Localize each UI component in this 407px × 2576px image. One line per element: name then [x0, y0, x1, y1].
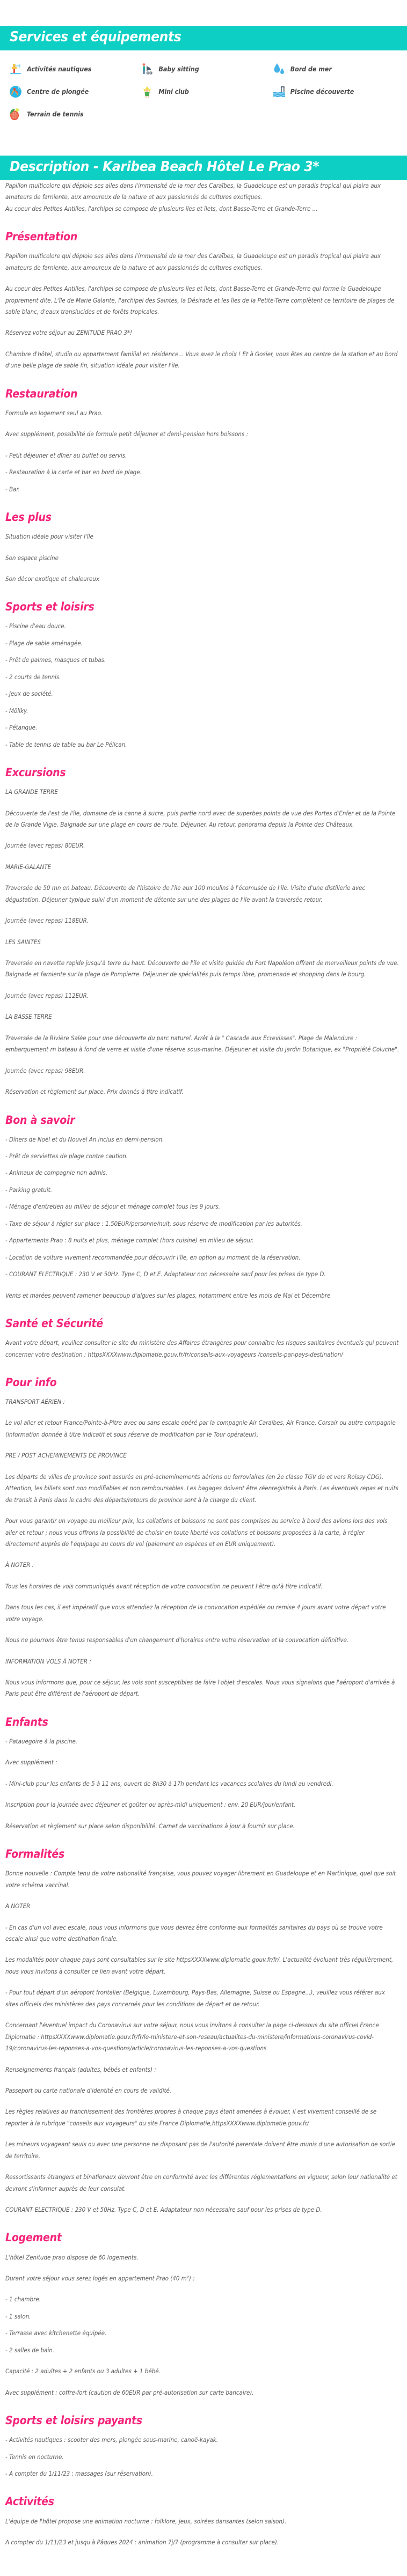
section-bullet: - Prêt de serviettes de plage contre caution.: [5, 1152, 128, 1160]
section-heading: Bon à savoir: [5, 1113, 75, 1127]
section-bullet: - Plage de sable aménagée.: [5, 639, 83, 647]
section-bullet: - 1 chambre.: [5, 2295, 41, 2303]
baby-sitting-icon: [140, 62, 154, 76]
section-bullet: - Ménage d'entretien au milieu de séjour et ménage complet tous les 9 jours.: [5, 1203, 221, 1211]
section-paragraph: Avec supplément, possibilité de formule petit déjeuner et demi-pension hors boissons :: [5, 430, 249, 438]
section-bullet: - Dîners de Noël et du Nouvel An inclus en demi-pension.: [5, 1135, 164, 1143]
service-item-mini-club: [138, 82, 270, 104]
section-paragraph: Son espace piscine: [5, 554, 59, 562]
section-bullet: - Activités nautiques : scooter des mers, plongée sous-marine, canoë-kayak.: [5, 2436, 219, 2444]
section-bullet: - Location de voiture vivement recommandée pour découvrir l'île, en option au moment de la réservation.: [5, 1253, 301, 1261]
section-paragraph: PRE / POST ACHEMINEMENTS DE PROVINCE: [5, 1452, 127, 1460]
section-bullet: - Jeux de société.: [5, 690, 53, 698]
service-label: Activités nautiques: [27, 65, 92, 73]
sections-container: [0, 231, 407, 2548]
section-paragraph: Journée (avec repas) 98EUR.: [5, 1066, 85, 1074]
section-paragraph: Traversée de 50 mn en bateau. Découverte de l'histoire de l'île aux 100 moulins à l'écomusée de l'île. Visite d'une distillerie avec dégustation. Déjeuner typique suivi d'un moment de détente sur une des plages de l'île avant la traversée retour.: [5, 884, 366, 903]
section-paragraph: Découverte de l'est de l'île, domaine de la canne à sucre, puis partie nord avec de superbes points de vue des Portes d'Enfer et de la Pointe de la Grande Vigie. Baignade sur une plage en cours de route. Déjeuner. Au retour, panorama depuis la Pointe des Châteaux.: [5, 809, 396, 828]
service-item-outdoor-pool: [270, 82, 402, 104]
section-paragraph: Pour vous garantir un voyage au meilleur prix, les collations et boissons ne sont pas comprises au service à bord des avions lors des vols aller et retour ; nous vous offrons la possibilité de choisir en toute liberté vos collations et boissons proposées à la carte, à régler directement auprès de l'équipage au cours du vol (paiement en espèces et en EUR uniquement).: [5, 1517, 388, 1548]
section-bullet: - Animaux de compagnie non admis.: [5, 1169, 107, 1177]
section-bullet: - Pétanque.: [5, 724, 38, 732]
service-item-diving-center: [6, 82, 138, 104]
section-bullet: - Parking gratuit.: [5, 1186, 52, 1194]
diving-center-icon: [9, 85, 23, 99]
service-label: Piscine découverte: [290, 87, 354, 96]
section-paragraph: Les modalités pour chaque pays sont consultables sur le site httpsXXXXwww.diplomatie.gouv.fr/fr/. L'actualité évoluant très régulièrement, nous vous invitons à consulter ce lien avant votre départ.: [5, 1956, 393, 1975]
section-paragraph: Au coeur des Petites Antilles, l'archipel se compose de plusieurs îles et îlets, dont Basse-Terre et Grande-Terre qui forme la Guadeloupe proprement dite. L'île de Marie Galante, l'archipel des Saintes, la Désirade et les îles de la Petite-Terre complètent ce territoire de plages de sable blanc, d'eaux translucides et de forêts tropicales.: [5, 285, 395, 315]
section-paragraph: Inscription pour la journée avec déjeuner et goûter ou après-midi uniquement : env. 20 EUR/jour/enfant.: [5, 1801, 296, 1809]
section-paragraph: Chambre d'hôtel, studio ou appartement familial en résidence... Vous avez le choix ! Et à Gosier, vous êtes au centre de la station et au bord d'une belle plage de sable fin, situation idéale pour visiter l'île.: [5, 350, 398, 370]
section-bullet: - Pour tout départ d'un aéroport frontalier (Belgique, Luxembourg, Pays-Bas, Allemagne, Suisse ou Espagne...), veuillez vous référer aux sites officiels des ministères des pays concernés pour les conditions de départ et de retour.: [5, 1989, 385, 2008]
section-heading: Activités: [5, 2495, 54, 2508]
section-bullet: - Table de tennis de table au bar Le Pélican.: [5, 740, 127, 748]
description-intro: [0, 180, 407, 215]
section-bullet: - Terrasse avec kitchenette équipée.: [5, 2329, 107, 2337]
water-sports-icon: [9, 62, 23, 76]
services-banner: Services et équipements: [0, 26, 407, 50]
service-item-seaside: [270, 59, 402, 82]
tennis-court-icon: [9, 107, 23, 121]
section-paragraph: INFORMATION VOLS À NOTER :: [5, 1657, 91, 1665]
section-paragraph: Réservation et règlement sur place. Prix donnés à titre indicatif.: [5, 1088, 184, 1096]
section-paragraph: Journée (avec repas) 112EUR.: [5, 991, 89, 999]
section-paragraph: Papillon multicolore qui déploie ses ailes dans l'immensité de la mer des Caraïbes, la Guadeloupe est un paradis tropical qui plaira aux amateurs de farniente, aux amoureux de la nature et aux passionnés de cultures exotiques.: [5, 252, 381, 271]
section-bullet: - Bar.: [5, 485, 20, 493]
services-grid: [0, 50, 407, 130]
section-paragraph: Avant votre départ, veuillez consulter le site du ministère des Affaires étrangères pour connaître les risques sanitaires éventuels qui peuvent concerner votre destination : httpsXXXXwww.diplomatie.gouv.fr/fr/conseils-aux-voyageurs /conseils-par-pays-destination/: [5, 1339, 399, 1358]
section-paragraph: Vents et marées peuvent ramener beaucoup d'algues sur les plages, notamment entre les mois de Mai et Décembre: [5, 1291, 331, 1299]
section-bullet: - Prêt de palmes, masques et tubas.: [5, 656, 106, 664]
section-paragraph: Ressortissants étrangers et binationaux devront être en conformité avec les différentes réglementations en vigueur, selon leur nationalité et devront s'informer auprès de leur consulat.: [5, 2173, 397, 2192]
section-bullet: - Restauration à la carte et bar en bord de plage.: [5, 468, 142, 476]
section-paragraph: Le vol aller et retour France/Pointe-à-Pitre avec ou sans escale opéré par la compagnie Air Caraïbes, Air France, Corsair ou autre compagnie (information donnée à titre indicatif et sous réserve de modification par le Tour opérateur),: [5, 1419, 396, 1438]
section-paragraph: Situation idéale pour visiter l'île: [5, 533, 93, 541]
section-paragraph: MARIE-GALANTE: [5, 863, 52, 871]
seaside-icon: [272, 62, 286, 76]
section-heading: Les plus: [5, 510, 52, 524]
section-heading: Pour info: [5, 1375, 57, 1389]
section-heading: Restauration: [5, 387, 78, 400]
section-heading: Sports et loisirs payants: [5, 2414, 142, 2427]
section-paragraph: L'équipe de l'hôtel propose une animation nocturne : folklore, jeux, soirées dansantes (selon saison).: [5, 2517, 287, 2525]
section-paragraph: COURANT ELECTRIQUE : 230 V et 50Hz. Type C, D et E. Adaptateur non nécessaire sauf pour les prises de type D.: [5, 2206, 322, 2214]
section-heading: Enfants: [5, 1715, 48, 1728]
mini-club-icon: [140, 85, 154, 99]
outdoor-pool-icon: [272, 85, 286, 99]
section-paragraph: L'hôtel Zenitude prao dispose de 60 logements.: [5, 2253, 139, 2261]
section-paragraph: Concernant l'éventuel impact du Coronavirus sur votre séjour, nous vous invitons à consulter la page ci-dessous du site officiel France Diplomatie : httpsXXXXwww.diplomatie.gouv.fr/fr/le-ministere-et-son-reseau/actualites-du-ministere/informations-coronavirus-covid-19/coronavirus-les-reponses-a-vos-questions/article/coronavirus-les-reponses-a-vos-questions: [5, 2021, 379, 2052]
service-item-baby-sitting: [138, 59, 270, 82]
section-paragraph: Renseignements français (adultes, bébés et enfants) :: [5, 2065, 156, 2073]
section-paragraph: Son décor exotique et chaleureux: [5, 575, 99, 583]
service-label: Terrain de tennis: [27, 110, 84, 119]
section-paragraph: Les règles relatives au franchissement des frontières propres à chaque pays étant amenées à évoluer, il est vivement conseillé de se reporter à la rubrique "conseils aux voyageurs" du site France Diplomatie,httpsXXXXwww.diplomatie.gouv.fr/: [5, 2108, 377, 2127]
section-paragraph: Réservation et règlement sur place selon disponibilité. Carnet de vaccinations à jour à fournir sur place.: [5, 1822, 295, 1830]
section-paragraph: LES SAINTES: [5, 938, 41, 946]
section-paragraph: LA GRANDE TERRE: [5, 788, 58, 796]
section-bullet: - COURANT ELECTRIQUE : 230 V et 50Hz. Type C, D et E. Adaptateur non nécessaire sauf pour les prises de type D.: [5, 1270, 326, 1278]
service-label: Centre de plongée: [27, 87, 89, 96]
section-bullet: - Mini-club pour les enfants de 5 à 11 ans, ouvert de 8h30 à 17h pendant les vacances scolaires du lundi au vendredi.: [5, 1779, 333, 1787]
section-paragraph: Les départs de villes de province sont assurés en pré-acheminements aériens ou ferroviaires (en 2e classe TGV de et vers Roissy CDG). Attention, les billets sont non modifiables et non remboursables. Les bagages doivent être réenregistrés à Paris. Les éventuels repas et nuits de transit à Paris dans le cadre des départs/retours de province sont à la charge du client.: [5, 1473, 398, 1504]
section-paragraph: A compter du 1/11/23 et jusqu'à Pâques 2024 : animation 7j/7 (programme à consulter sur place).: [5, 2538, 279, 2546]
section-heading: Formalités: [5, 1848, 65, 1861]
section-paragraph: À NOTER :: [5, 1561, 34, 1569]
section-paragraph: Dans tous les cas, il est impératif que vous attendiez la réception de la convocation expédiée ou remise 4 jours avant votre départ votre votre voyage.: [5, 1603, 386, 1623]
section-heading: Santé et Sécurité: [5, 1316, 103, 1330]
section-bullet: - Tennis en nocturne.: [5, 2453, 64, 2461]
section-heading: Excursions: [5, 766, 66, 779]
service-label: Mini club: [158, 87, 189, 96]
section-paragraph: Journée (avec repas) 118EUR.: [5, 917, 89, 925]
brochure-page: [0, 26, 407, 2556]
section-paragraph: Formule en logement seul au Prao.: [5, 409, 103, 417]
section-paragraph: Les mineurs voyageant seuls ou avec une personne ne disposant pas de l'autorité parentale doivent être munis d'une autorisation de sortie de territoire.: [5, 2140, 395, 2160]
section-bullet: - A compter du 1/11/23 : massages (sur réservation).: [5, 2470, 153, 2478]
section-paragraph: Traversée en navette rapide jusqu'à terre du haut. Découverte de l'île et visite guidée du Fort Napoléon offrant de merveilleux points de vue. Baignade et farniente sur la plage de Pompierre. Déjeuner de spécialités puis temps libre, promenade et shopping dans le bourg.: [5, 959, 399, 978]
section-bullet: - Patauegoire à la piscine.: [5, 1738, 78, 1745]
section-paragraph: Bonne nouvelle : Compte tenu de votre nationalité française, vous pouvez voyager librement en Guadeloupe et en Martinique, quel que soit votre schéma vaccinal.: [5, 1870, 396, 1889]
section-paragraph: Nous ne pourrons être tenus responsables d'un changement d'horaires entre votre réservation et la convocation définitive.: [5, 1636, 349, 1644]
section-paragraph: TRANSPORT AÉRIEN :: [5, 1398, 65, 1406]
section-paragraph: Traversée de la Rivière Salée pour une découverte du parc naturel. Arrêt à la " Cascade aux Ecrevisses". Plage de Malendure : embarquement rn bateau à fond de verre et visite d'une réserve sous-marine. Déjeuner et visite du jardin Botanique, ex "Propriété Coluche".: [5, 1034, 399, 1054]
section-bullet: - Möllky.: [5, 706, 28, 715]
section-bullet: - Petit déjeuner et dîner au buffet ou servis.: [5, 451, 127, 459]
section-paragraph: Nous vous informons que, pour ce séjour, les vols sont susceptibles de faire l'objet d'escales. Nous vous signalons que l'aéroport d'arrivée à Paris peut être différent de l'aéroport de départ.: [5, 1679, 395, 1698]
section-bullet: - En cas d'un vol avec escale, nous vous informons que vous devrez être conforme aux formalités sanitaires du pays où se trouve votre escale ainsi que votre destination finale.: [5, 1923, 383, 1943]
intro-paragraph: Papillon multicolore qui déploie ses ailes dans l'immensité de la mer des Caraïbes, la Guadeloupe est un paradis tropical qui plaira aux amateurs de farniente, aux amoureux de la nature et aux passionnés de cultures exotiques.: [5, 181, 381, 201]
section-bullet: - 2 courts de tennis.: [5, 673, 61, 681]
section-heading: Sports et loisirs: [5, 600, 95, 614]
section-paragraph: Avec supplément :: [5, 1758, 57, 1767]
section-heading: Logement: [5, 2231, 62, 2244]
section-heading: Présentation: [5, 230, 78, 244]
section-paragraph: A NOTER: [5, 1902, 31, 1910]
section-bullet: - 1 salon.: [5, 2312, 31, 2320]
section-paragraph: Tous les horaires de vols communiqués avant réception de votre convocation ne peuvent l'être qu'à titre indicatif.: [5, 1582, 323, 1590]
intro-paragraph: Au coeur des Petites Antilles, l'archipel se compose de plusieurs îles et îlets, dont Basse-Terre et Grande-Terre ...: [5, 204, 318, 212]
section-bullet: - Piscine d'eau douce.: [5, 622, 66, 630]
service-label: Baby sitting: [158, 65, 199, 73]
section-paragraph: Capacité : 2 adultes + 2 enfants ou 3 adultes + 1 bébé.: [5, 2367, 161, 2375]
service-item-water-sports: [6, 59, 138, 82]
section-bullet: - 2 salles de bain.: [5, 2346, 55, 2354]
description-banner: Description - Karibea Beach Hôtel Le Prao 3*: [0, 156, 407, 180]
section-paragraph: Durant votre séjour vous serez logés en appartement Prao (40 m²) :: [5, 2275, 195, 2282]
service-item-tennis-court: [6, 104, 138, 127]
section-paragraph: Avec supplément : coffre-fort (caution de 60EUR par pré-autorisation sur carte bancaire).: [5, 2388, 254, 2396]
section-paragraph: LA BASSE TERRE: [5, 1013, 52, 1021]
section-bullet: - Appartements Prao : 8 nuits et plus, ménage complet (hors cuisine) en milieu de séjour.: [5, 1237, 254, 1245]
section-paragraph: Passeport ou carte nationale d'identité en cours de validité.: [5, 2086, 172, 2094]
section-paragraph: Réservez votre séjour au ZENITUDE PRAO 3*!: [5, 329, 133, 337]
service-label: Bord de mer: [290, 65, 332, 73]
section-bullet: - Taxe de séjour à régler sur place : 1.50EUR/personne/nuit, sous réserve de modification par les autorités.: [5, 1219, 302, 1227]
section-paragraph: Journée (avec repas) 80EUR.: [5, 842, 85, 850]
